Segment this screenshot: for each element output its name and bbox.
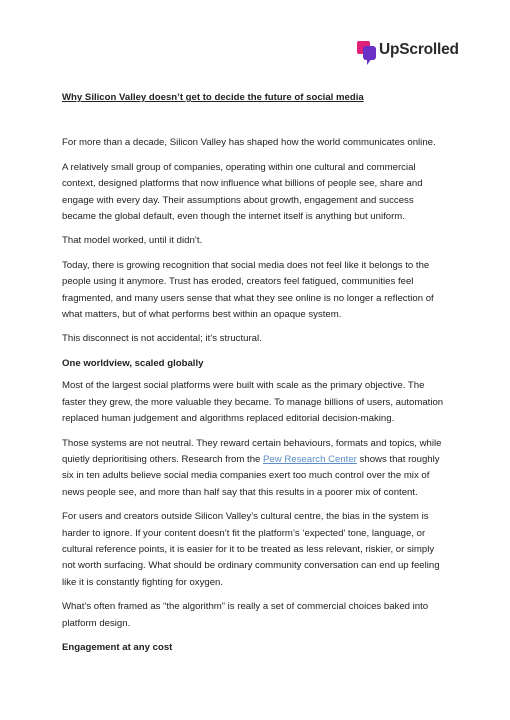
- paragraph-7-text-b: shows that roughly six in ten adults believe social media companies exert too much control over the mix of news people see, and more than half say that this results in a poorer mix of content.: [62, 453, 440, 498]
- paragraph-1: For more than a decade, Silicon Valley has shaped how the world communicates online.: [62, 137, 436, 149]
- article-title: Why Silicon Valley doesn’t get to decide the future of social media: [62, 92, 364, 103]
- pew-research-link[interactable]: Pew Research Center: [263, 453, 357, 465]
- brand-name: UpScrolled: [379, 41, 459, 58]
- paragraph-9: What’s often framed as “the algorithm” is really a set of commercial choices baked into platform design.: [62, 601, 429, 629]
- section-heading-1: One worldview, scaled globally: [62, 357, 204, 369]
- upscrolled-logo: [357, 38, 457, 66]
- article: [62, 90, 450, 656]
- paragraph-5: This disconnect is not accidental; it’s structural.: [62, 333, 262, 345]
- upscrolled-logo-icon: [357, 38, 379, 66]
- paragraph-6: Most of the largest social platforms were built with scale as the primary objective. The faster they grew, the more valuable they became. To manage billions of users, automation replaced human judgement and algorithms replaced editorial decision-making.: [62, 380, 444, 425]
- paragraph-4: Today, there is growing recognition that social media does not feel like it belongs to the people using it anymore. Trust has eroded, creators feel fatigued, communities feel fragmented, and many users sense that what they see online is no longer a reflection of what matters, but of what performs best within an opaque system.: [62, 259, 434, 321]
- section-heading-2: Engagement at any cost: [62, 641, 173, 653]
- paragraph-8: For users and creators outside Silicon Valley’s cultural centre, the bias in the system is harder to ignore. If your content doesn’t fit the platform’s ‘expected’ tone, language, or cultural reference points, it is easier for it to be treated as less relevant, riskier, or simply not worth surfacing. What should be ordinary community conversation can end up feeling like it is constantly fighting for oxygen.: [62, 511, 440, 588]
- paragraph-3: That model worked, until it didn’t.: [62, 235, 203, 247]
- paragraph-7-text-a: Those systems are not neutral. They reward certain behaviours, formats and topics, while quietly deprioritising others. Research from the: [62, 437, 442, 465]
- paragraph-2: A relatively small group of companies, operating within one cultural and commercial context, designed platforms that now influence what billions of people see, share and engage with every day. Their assumptions about growth, engagement and success became the global default, even though the internet itself is anything but uniform.: [62, 161, 423, 223]
- paragraph-7: [62, 436, 450, 502]
